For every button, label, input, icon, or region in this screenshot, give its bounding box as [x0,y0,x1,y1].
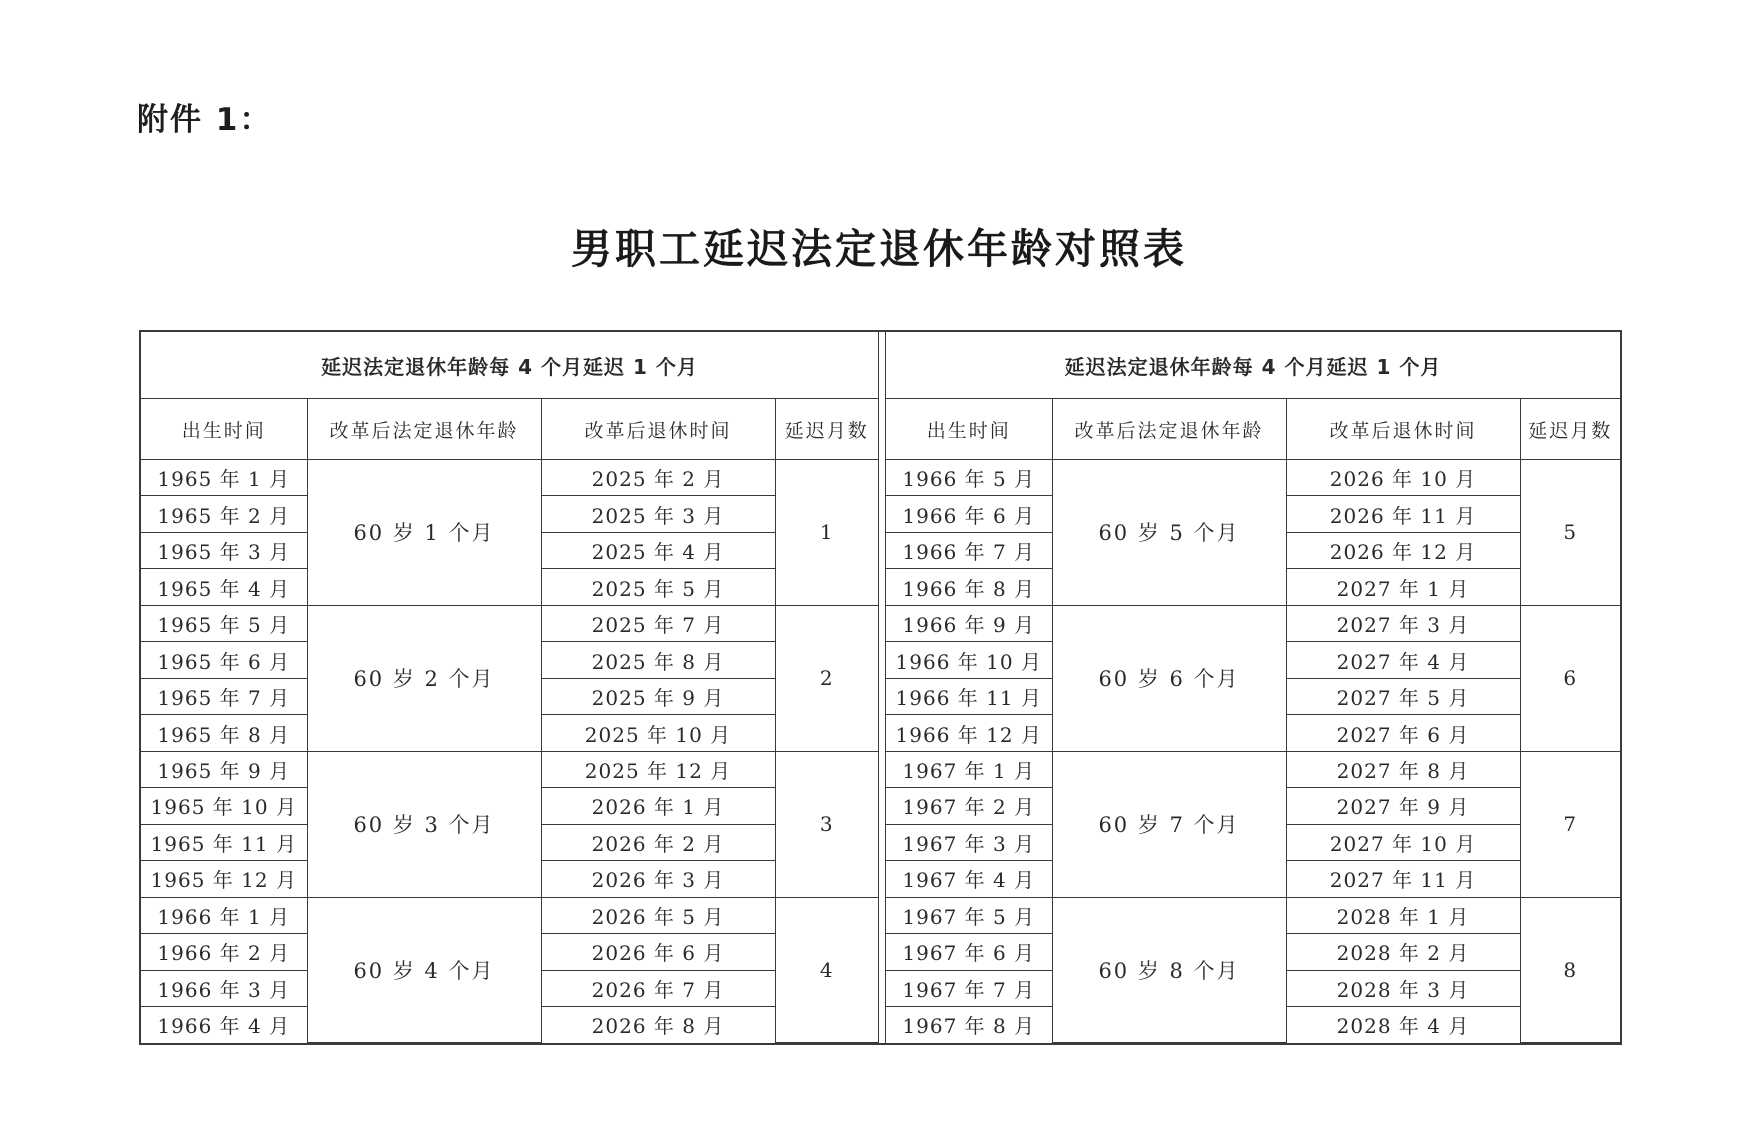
retirement-date-cell: 2027 年 11 月 [1286,861,1520,897]
column-header-delay-months: 延迟月数 [1520,399,1620,460]
birth-date-cell: 1965 年 2 月 [141,496,307,532]
table-row [141,605,878,641]
birth-date-cell: 1966 年 7 月 [886,532,1052,568]
birth-date-cell: 1965 年 10 月 [141,788,307,824]
birth-date-cell: 1965 年 5 月 [141,605,307,641]
column-header-retirement-age: 改革后法定退休年龄 [1052,399,1286,460]
birth-date-cell: 1967 年 8 月 [886,1007,1052,1043]
retirement-date-cell: 2025 年 10 月 [541,715,775,751]
retirement-age-cell: 60 岁 3 个月 [307,751,541,897]
table-row [141,897,878,933]
retirement-date-cell: 2026 年 11 月 [1286,496,1520,532]
delay-months-cell: 5 [1520,460,1620,606]
birth-date-cell: 1965 年 4 月 [141,569,307,605]
table-row [886,460,1620,496]
column-header-delay-months: 延迟月数 [775,399,878,460]
retirement-date-cell: 2025 年 7 月 [541,605,775,641]
retirement-date-cell: 2025 年 2 月 [541,460,775,496]
group-header: 延迟法定退休年龄每 4 个月延迟 1 个月 [886,332,1620,399]
birth-date-cell: 1967 年 3 月 [886,824,1052,860]
retirement-age-cell: 60 岁 6 个月 [1052,605,1286,751]
table-row [886,605,1620,641]
table-row [141,751,878,787]
birth-date-cell: 1967 年 6 月 [886,934,1052,970]
retirement-date-cell: 2028 年 2 月 [1286,934,1520,970]
retirement-age-cell: 60 岁 1 个月 [307,460,541,606]
birth-date-cell: 1966 年 5 月 [886,460,1052,496]
birth-date-cell: 1967 年 5 月 [886,897,1052,933]
retirement-date-cell: 2025 年 8 月 [541,642,775,678]
delay-months-cell: 6 [1520,605,1620,751]
table-row [886,751,1620,787]
retirement-date-cell: 2026 年 8 月 [541,1007,775,1043]
retirement-date-cell: 2025 年 4 月 [541,532,775,568]
delay-months-cell: 4 [775,897,878,1042]
birth-date-cell: 1965 年 9 月 [141,751,307,787]
birth-date-cell: 1967 年 1 月 [886,751,1052,787]
retirement-age-cell: 60 岁 5 个月 [1052,460,1286,606]
table-body [141,460,878,1043]
birth-date-cell: 1966 年 9 月 [886,605,1052,641]
retirement-date-cell: 2025 年 9 月 [541,678,775,714]
birth-date-cell: 1967 年 7 月 [886,970,1052,1006]
retirement-date-cell: 2026 年 2 月 [541,824,775,860]
retirement-date-cell: 2026 年 12 月 [1286,532,1520,568]
birth-date-cell: 1966 年 10 月 [886,642,1052,678]
document-title: 男职工延迟法定退休年龄对照表 [571,225,1187,273]
retirement-date-cell: 2027 年 4 月 [1286,642,1520,678]
birth-date-cell: 1966 年 2 月 [141,934,307,970]
table-divider [878,332,886,1043]
birth-date-cell: 1966 年 3 月 [141,970,307,1006]
birth-date-cell: 1965 年 7 月 [141,678,307,714]
retirement-date-cell: 2026 年 3 月 [541,861,775,897]
retirement-date-cell: 2027 年 5 月 [1286,678,1520,714]
birth-date-cell: 1965 年 1 月 [141,460,307,496]
birth-date-cell: 1965 年 11 月 [141,824,307,860]
table-row [886,897,1620,933]
retirement-date-cell: 2025 年 5 月 [541,569,775,605]
delay-months-cell: 8 [1520,897,1620,1042]
retirement-date-cell: 2027 年 9 月 [1286,788,1520,824]
retirement-date-cell: 2026 年 7 月 [541,970,775,1006]
retirement-date-cell: 2027 年 1 月 [1286,569,1520,605]
retirement-date-cell: 2027 年 6 月 [1286,715,1520,751]
column-header-birth-date: 出生时间 [141,399,307,460]
retirement-date-cell: 2027 年 3 月 [1286,605,1520,641]
retirement-date-cell: 2026 年 10 月 [1286,460,1520,496]
retirement-date-cell: 2027 年 10 月 [1286,824,1520,860]
birth-date-cell: 1967 年 4 月 [886,861,1052,897]
column-header-retirement-age: 改革后法定退休年龄 [307,399,541,460]
delay-months-cell: 1 [775,460,878,606]
birth-date-cell: 1966 年 12 月 [886,715,1052,751]
column-header-retirement-date: 改革后退休时间 [541,399,775,460]
retirement-date-cell: 2028 年 3 月 [1286,970,1520,1006]
retirement-date-cell: 2026 年 6 月 [541,934,775,970]
retirement-table-left [141,332,878,1043]
column-header-retirement-date: 改革后退休时间 [1286,399,1520,460]
table-body [886,460,1620,1043]
birth-date-cell: 1966 年 6 月 [886,496,1052,532]
column-header-birth-date: 出生时间 [886,399,1052,460]
birth-date-cell: 1966 年 11 月 [886,678,1052,714]
retirement-age-table [139,330,1622,1045]
table-row [141,460,878,496]
birth-date-cell: 1966 年 8 月 [886,569,1052,605]
delay-months-cell: 2 [775,605,878,751]
retirement-date-cell: 2028 年 1 月 [1286,897,1520,933]
retirement-age-cell: 60 岁 4 个月 [307,897,541,1042]
delay-months-cell: 3 [775,751,878,897]
retirement-age-cell: 60 岁 7 个月 [1052,751,1286,897]
birth-date-cell: 1965 年 12 月 [141,861,307,897]
right-table-half [886,332,1620,1043]
birth-date-cell: 1967 年 2 月 [886,788,1052,824]
left-table-half [141,332,878,1043]
retirement-age-cell: 60 岁 8 个月 [1052,897,1286,1042]
retirement-date-cell: 2026 年 1 月 [541,788,775,824]
retirement-date-cell: 2027 年 8 月 [1286,751,1520,787]
retirement-table-right [886,332,1620,1043]
birth-date-cell: 1966 年 1 月 [141,897,307,933]
birth-date-cell: 1965 年 8 月 [141,715,307,751]
retirement-date-cell: 2026 年 5 月 [541,897,775,933]
birth-date-cell: 1965 年 6 月 [141,642,307,678]
birth-date-cell: 1965 年 3 月 [141,532,307,568]
delay-months-cell: 7 [1520,751,1620,897]
retirement-age-cell: 60 岁 2 个月 [307,605,541,751]
birth-date-cell: 1966 年 4 月 [141,1007,307,1043]
retirement-date-cell: 2025 年 3 月 [541,496,775,532]
attachment-label: 附件 1： [137,102,273,138]
group-header: 延迟法定退休年龄每 4 个月延迟 1 个月 [141,332,878,399]
retirement-date-cell: 2028 年 4 月 [1286,1007,1520,1043]
retirement-date-cell: 2025 年 12 月 [541,751,775,787]
